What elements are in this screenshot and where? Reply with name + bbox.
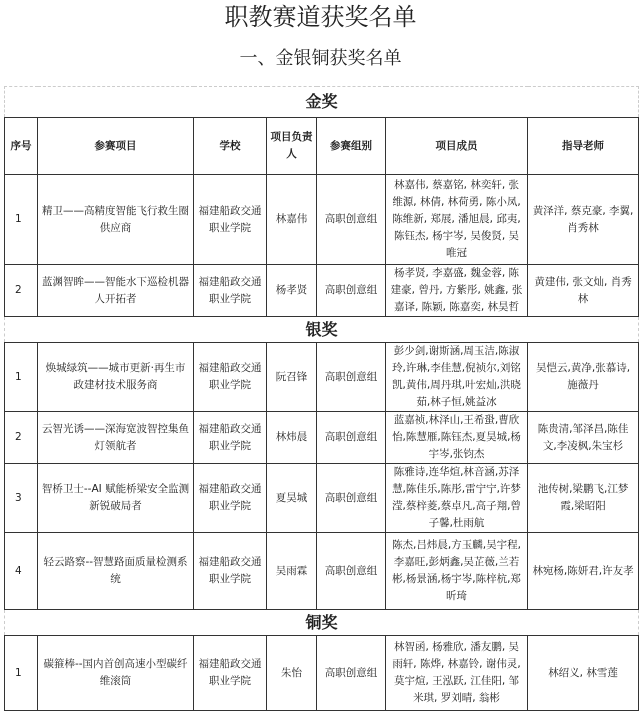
- competition-group: 高职创意组: [317, 412, 386, 464]
- project-leader: 阮召锋: [267, 343, 317, 412]
- project-leader: 杨孝贤: [267, 265, 317, 317]
- school: 福建船政交通职业学院: [194, 265, 267, 317]
- row-number: 3: [5, 464, 38, 533]
- project-leader: 朱怡: [267, 636, 317, 711]
- page-title: 职教赛道获奖名单: [224, 3, 417, 31]
- table-row: [5, 636, 639, 711]
- advisors: 吴恺云,黄净,张慕诗,施薇丹: [528, 343, 639, 412]
- project-name: 轻云路察--智慧路面质量检测系统: [38, 533, 194, 610]
- project-members: 陈雅诗,连华煊,林音涵,苏泽慧,陈佳乐,陈彤,雷宁宁,许梦滢,蔡梓菱,蔡卓凡,高子翔,曾子馨,杜雨航: [386, 464, 528, 533]
- column-header: 序号: [5, 118, 38, 175]
- table-row: [5, 343, 639, 412]
- project-leader: 林炜晨: [267, 412, 317, 464]
- table-row: [5, 533, 639, 610]
- school: 福建船政交通职业学院: [194, 343, 267, 412]
- section-title: 金奖: [5, 87, 639, 118]
- school: 福建船政交通职业学院: [194, 175, 267, 265]
- project-members: 林嘉伟, 蔡嘉铭, 林奕轩, 张维源, 林倩, 林荷勇, 陈小凤, 陈维新, 郑展, 潘旭晨, 邱夷, 陈钰杰, 杨宇岑, 吴俊贤, 吴唯冠: [386, 175, 528, 265]
- school: 福建船政交通职业学院: [194, 533, 267, 610]
- project-name: 精卫——高精度智能飞行救生圈供应商: [38, 175, 194, 265]
- project-members: 林智函, 杨雅欣, 潘友鹏, 吴雨轩, 陈烨, 林嘉铃, 谢伟灵, 莫宇煊, 王泓跃, 江佳阳, 邹米琪, 罗刘晴, 翁彬: [386, 636, 528, 711]
- row-number: 2: [5, 412, 38, 464]
- project-name: 云智光诱——深海宽波智控集鱼灯领航者: [38, 412, 194, 464]
- column-header: 指导老师: [528, 118, 639, 175]
- project-members: 蓝嘉祯,林泽山,王希蛩,曹欣怡,陈慧雁,陈钰杰,夏昊城,杨宇岑,张钧杰: [386, 412, 528, 464]
- table-row: [5, 175, 639, 265]
- section-title: 铜奖: [5, 610, 639, 636]
- column-header: 学校: [194, 118, 267, 175]
- advisors: 林宛杨,陈妍君,许友孝: [528, 533, 639, 610]
- row-number: 1: [5, 343, 38, 412]
- project-leader: 林嘉伟: [267, 175, 317, 265]
- project-name: 碳箍棒--国内首创高速小型碳纤维滚筒: [38, 636, 194, 711]
- project-members: 陈杰,吕炜晨,方玉麟,吴宇程,李嘉旺,彭炳鑫,吴芷薇,兰若彬,杨景涵,杨宇岑,陈梓杭,郑昕琦: [386, 533, 528, 610]
- row-number: 1: [5, 636, 38, 711]
- competition-group: 高职创意组: [317, 636, 386, 711]
- competition-group: 高职创意组: [317, 533, 386, 610]
- section-subtitle: 一、金银铜获奖名单: [239, 48, 402, 69]
- row-number: 4: [5, 533, 38, 610]
- advisors: 陈贵清,邹泽昌,陈佳文,李凌枫,朱宝杉: [528, 412, 639, 464]
- competition-group: 高职创意组: [317, 343, 386, 412]
- advisors: 黄建伟, 张文灿, 肖秀林: [528, 265, 639, 317]
- project-members: 杨孝贤, 李嘉盛, 魏金蓉, 陈建豪, 曾丹, 方紫彤, 姚鑫, 张嘉译, 陈颖, 陈嘉奕, 林昊哲: [386, 265, 528, 317]
- project-members: 彭少剑,谢斯涵,周玉洁,陈淑玲,许琳,李佳慧,倪祯尔,刘铭凯,黄伟,周丹琪,叶宏灿,洪晓茹,林子恒,姚益冰: [386, 343, 528, 412]
- awards-table: [4, 86, 639, 711]
- school: 福建船政交通职业学院: [194, 412, 267, 464]
- project-name: 焕城绿筑——城市更新·再生市政建材技术服务商: [38, 343, 194, 412]
- section-header-row: [5, 610, 639, 636]
- school: 福建船政交通职业学院: [194, 636, 267, 711]
- column-header: 项目成员: [386, 118, 528, 175]
- header-row: [5, 118, 639, 175]
- project-name: 蓝渊智眸——智能水下巡检机器人开拓者: [38, 265, 194, 317]
- row-number: 1: [5, 175, 38, 265]
- section-title: 银奖: [5, 317, 639, 343]
- project-name: 智桥卫士--AI 赋能桥梁安全监测新锐破局者: [38, 464, 194, 533]
- section-header-row: [5, 87, 639, 118]
- table-row: [5, 412, 639, 464]
- project-leader: 夏昊城: [267, 464, 317, 533]
- school: 福建船政交通职业学院: [194, 464, 267, 533]
- competition-group: 高职创意组: [317, 464, 386, 533]
- table-row: [5, 464, 639, 533]
- section-header-row: [5, 317, 639, 343]
- competition-group: 高职创意组: [317, 175, 386, 265]
- project-leader: 吴雨霖: [267, 533, 317, 610]
- column-header: 参赛组别: [317, 118, 386, 175]
- column-header: 参赛项目: [38, 118, 194, 175]
- table-row: [5, 265, 639, 317]
- column-header: 项目负责人: [267, 118, 317, 175]
- advisors: 黄泽洋, 蔡克豪, 李翼, 肖秀林: [528, 175, 639, 265]
- row-number: 2: [5, 265, 38, 317]
- competition-group: 高职创意组: [317, 265, 386, 317]
- advisors: 林绍义, 林雪莲: [528, 636, 639, 711]
- advisors: 池传树,梁鹏飞,江梦霞,梁昭阳: [528, 464, 639, 533]
